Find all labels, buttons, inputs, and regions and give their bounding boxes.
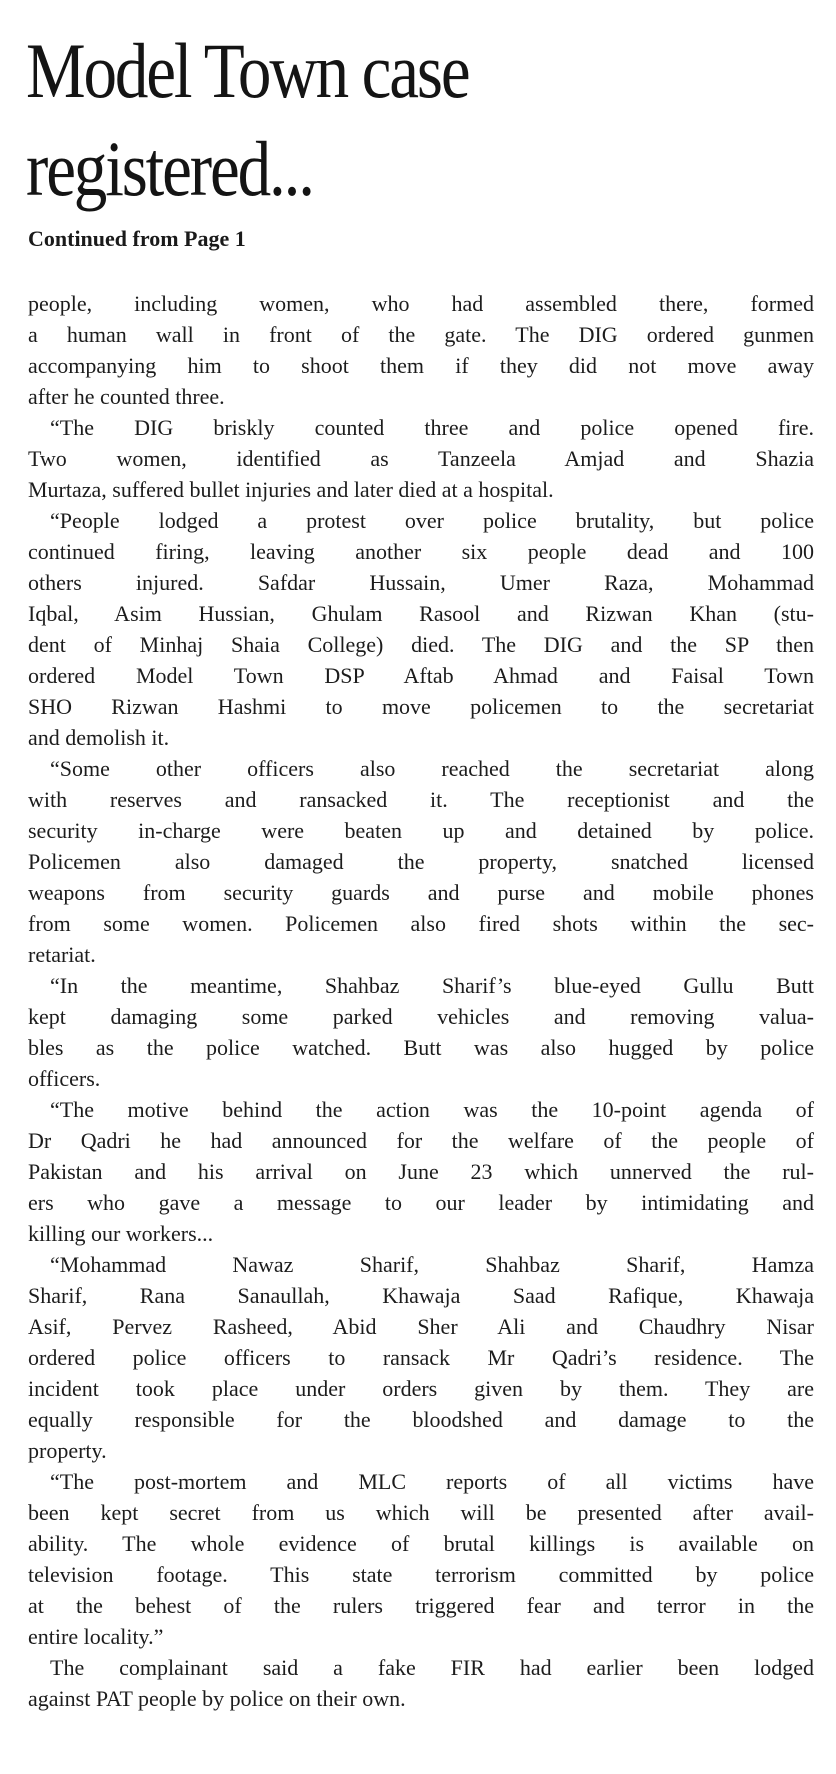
text-line: “Some other officers also reached the secretariat along bbox=[50, 756, 814, 781]
text-line: been kept secret from us which will be presented after avail- bbox=[28, 1500, 814, 1525]
text-line: and demolish it. bbox=[28, 725, 170, 750]
text-line: equally responsible for the bloodshed and damage to the bbox=[28, 1407, 814, 1432]
text-line: bles as the police watched. Butt was also hugged by police bbox=[28, 1035, 814, 1060]
text-line: security in-charge were beaten up and detained by police. bbox=[28, 818, 814, 843]
text-line: people, including women, who had assembled there, formed bbox=[28, 291, 814, 316]
text-line: after he counted three. bbox=[28, 384, 225, 409]
continued-from-label: Continued from Page 1 bbox=[28, 226, 246, 251]
text-line: from some women. Policemen also fired shots within the sec- bbox=[28, 911, 814, 936]
paragraph bbox=[28, 288, 814, 412]
text-line: “The post-mortem and MLC reports of all victims have bbox=[50, 1469, 814, 1494]
headline-line: Model Town case bbox=[26, 27, 469, 114]
text-line: killing our workers... bbox=[28, 1221, 214, 1246]
text-line: officers. bbox=[28, 1066, 101, 1091]
text-line: ability. The whole evidence of brutal killings is available on bbox=[28, 1531, 814, 1556]
text-line: with reserves and ransacked it. The receptionist and the bbox=[28, 787, 814, 812]
text-line: The complainant said a fake FIR had earlier been lodged bbox=[50, 1655, 814, 1680]
text-line: Sharif, Rana Sanaullah, Khawaja Saad Rafique, Khawaja bbox=[28, 1283, 814, 1308]
headline-line: registered... bbox=[26, 125, 313, 212]
text-line: Two women, identified as Tanzeela Amjad and Shazia bbox=[28, 446, 814, 471]
article-body bbox=[28, 288, 814, 1714]
paragraph bbox=[28, 970, 814, 1094]
text-line: Murtaza, suffered bullet injuries and later died at a hospital. bbox=[28, 477, 554, 502]
text-line: ordered police officers to ransack Mr Qadri’s residence. The bbox=[28, 1345, 814, 1370]
paragraph bbox=[28, 505, 814, 753]
text-line: ers who gave a message to our leader by intimidating and bbox=[28, 1190, 814, 1215]
text-line: at the behest of the rulers triggered fear and terror in the bbox=[28, 1593, 814, 1618]
text-line: dent of Minhaj Shaia College) died. The DIG and the SP then bbox=[28, 632, 814, 657]
text-line: “Mohammad Nawaz Sharif, Shahbaz Sharif, Hamza bbox=[50, 1252, 814, 1277]
text-line: property. bbox=[28, 1438, 107, 1463]
text-line: television footage. This state terrorism committed by police bbox=[28, 1562, 814, 1587]
headline bbox=[26, 22, 817, 218]
text-line: weapons from security guards and purse and mobile phones bbox=[28, 880, 814, 905]
paragraph bbox=[28, 1249, 814, 1466]
text-line: entire locality.” bbox=[28, 1624, 164, 1649]
paragraph bbox=[28, 1094, 814, 1249]
text-line: accompanying him to shoot them if they did not move away bbox=[28, 353, 814, 378]
text-line: kept damaging some parked vehicles and removing valua- bbox=[28, 1004, 814, 1029]
text-line: “The motive behind the action was the 10-point agenda of bbox=[50, 1097, 814, 1122]
paragraph bbox=[28, 753, 814, 970]
text-line: incident took place under orders given by them. They are bbox=[28, 1376, 814, 1401]
text-line: a human wall in front of the gate. The DIG ordered gunmen bbox=[28, 322, 814, 347]
text-line: against PAT people by police on their own. bbox=[28, 1686, 406, 1711]
text-line: “The DIG briskly counted three and police opened fire. bbox=[50, 415, 814, 440]
text-line: retariat. bbox=[28, 942, 96, 967]
text-line: Asif, Pervez Rasheed, Abid Sher Ali and Chaudhry Nisar bbox=[28, 1314, 814, 1339]
text-line: others injured. Safdar Hussain, Umer Raza, Mohammad bbox=[28, 570, 814, 595]
text-line: continued firing, leaving another six people dead and 100 bbox=[28, 539, 814, 564]
text-line: Pakistan and his arrival on June 23 which unnerved the rul- bbox=[28, 1159, 814, 1184]
text-line: “In the meantime, Shahbaz Sharif’s blue-eyed Gullu Butt bbox=[50, 973, 814, 998]
text-line: Dr Qadri he had announced for the welfare of the people of bbox=[28, 1128, 814, 1153]
paragraph bbox=[28, 1652, 814, 1714]
text-line: “People lodged a protest over police brutality, but police bbox=[50, 508, 814, 533]
text-line: Iqbal, Asim Hussian, Ghulam Rasool and Rizwan Khan (stu- bbox=[28, 601, 814, 626]
paragraph bbox=[28, 412, 814, 505]
text-line: Policemen also damaged the property, snatched licensed bbox=[28, 849, 814, 874]
text-line: ordered Model Town DSP Aftab Ahmad and Faisal Town bbox=[28, 663, 814, 688]
text-line: SHO Rizwan Hashmi to move policemen to the secretariat bbox=[28, 694, 814, 719]
paragraph bbox=[28, 1466, 814, 1652]
